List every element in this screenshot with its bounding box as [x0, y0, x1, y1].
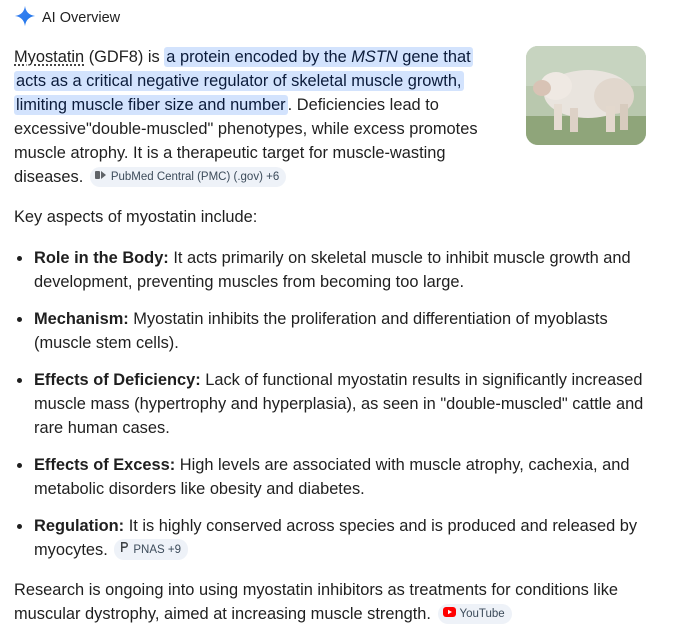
gene-name: MSTN — [351, 48, 398, 66]
bullet-label: Effects of Excess: — [34, 456, 176, 474]
bull-photo — [526, 46, 646, 145]
source-chip-youtube[interactable] — [438, 604, 512, 624]
list-item — [14, 246, 664, 294]
highlight-text-a: a protein encoded by the — [166, 48, 352, 66]
ai-overview-header — [14, 6, 120, 30]
pmc-icon — [95, 169, 107, 185]
bullet-label: Regulation: — [34, 517, 125, 535]
bullet-text: It acts primarily on skeletal muscle to inhibit muscle growth and development, preventing muscles from becoming too large. — [34, 249, 631, 291]
bullet-text: High levels are associated with muscle atrophy, cachexia, and metabolic disorders like obesity and diabetes. — [34, 456, 630, 498]
myostatin-term-link[interactable]: Myostatin — [14, 48, 85, 66]
bullet-label: Role in the Body: — [34, 249, 169, 267]
youtube-icon — [443, 606, 456, 622]
intro-paren: (GDF8) is — [84, 48, 165, 66]
bullet-label: Mechanism: — [34, 310, 129, 328]
intro-paragraph — [14, 45, 494, 189]
pmc-chip-label: PubMed Central (PMC) (.gov) +6 — [110, 171, 280, 183]
key-aspects-heading: Key aspects of myostatin include: — [14, 208, 258, 226]
outro-text: Research is ongoing into using myostatin inhibitors as treatments for conditions like muscular dystrophy, aimed at increasing muscle strength. — [14, 581, 619, 623]
list-item — [14, 368, 664, 440]
bullet-text: Lack of functional myostatin results in significantly increased muscle mass (hypertrophy and hyperplasia), as seen in "double-muscled" cattle and rare human cases. — [34, 371, 644, 437]
source-chip-pmc[interactable] — [90, 167, 286, 187]
pnas-icon — [119, 541, 129, 558]
youtube-chip-label: YouTube — [459, 608, 505, 620]
source-chip-pnas[interactable] — [114, 539, 188, 560]
list-item — [14, 453, 664, 501]
outro-paragraph — [14, 578, 664, 626]
pnas-chip-label: PNAS +9 — [133, 543, 181, 556]
bullet-label: Effects of Deficiency: — [34, 371, 201, 389]
list-item — [14, 514, 664, 562]
bull-image[interactable] — [526, 46, 646, 145]
bullet-dot — [17, 317, 22, 322]
bullet-dot — [17, 524, 22, 529]
bullet-dot — [17, 378, 22, 383]
highlight-text-b: gene that acts as a critical negative regulator of skeletal muscle growth, limiting muscle fiber size and number — [16, 48, 471, 114]
bullet-dot — [17, 463, 22, 468]
bullet-text: Myostatin inhibits the proliferation and differentiation of myoblasts (muscle stem cells). — [34, 310, 608, 352]
ai-overview-title: AI Overview — [42, 10, 121, 26]
list-item — [14, 307, 664, 355]
key-aspects-list — [14, 246, 664, 575]
intro-rest: . Deficiencies lead to excessive"double-muscled" phenotypes, while excess promotes muscle atrophy. It is a therapeutic target for muscle-wasting diseases. — [14, 96, 478, 186]
bullet-text: It is highly conserved across species and is produced and released by myocytes. — [34, 517, 638, 559]
sparkle-icon — [14, 5, 36, 32]
bullet-dot — [17, 256, 22, 261]
